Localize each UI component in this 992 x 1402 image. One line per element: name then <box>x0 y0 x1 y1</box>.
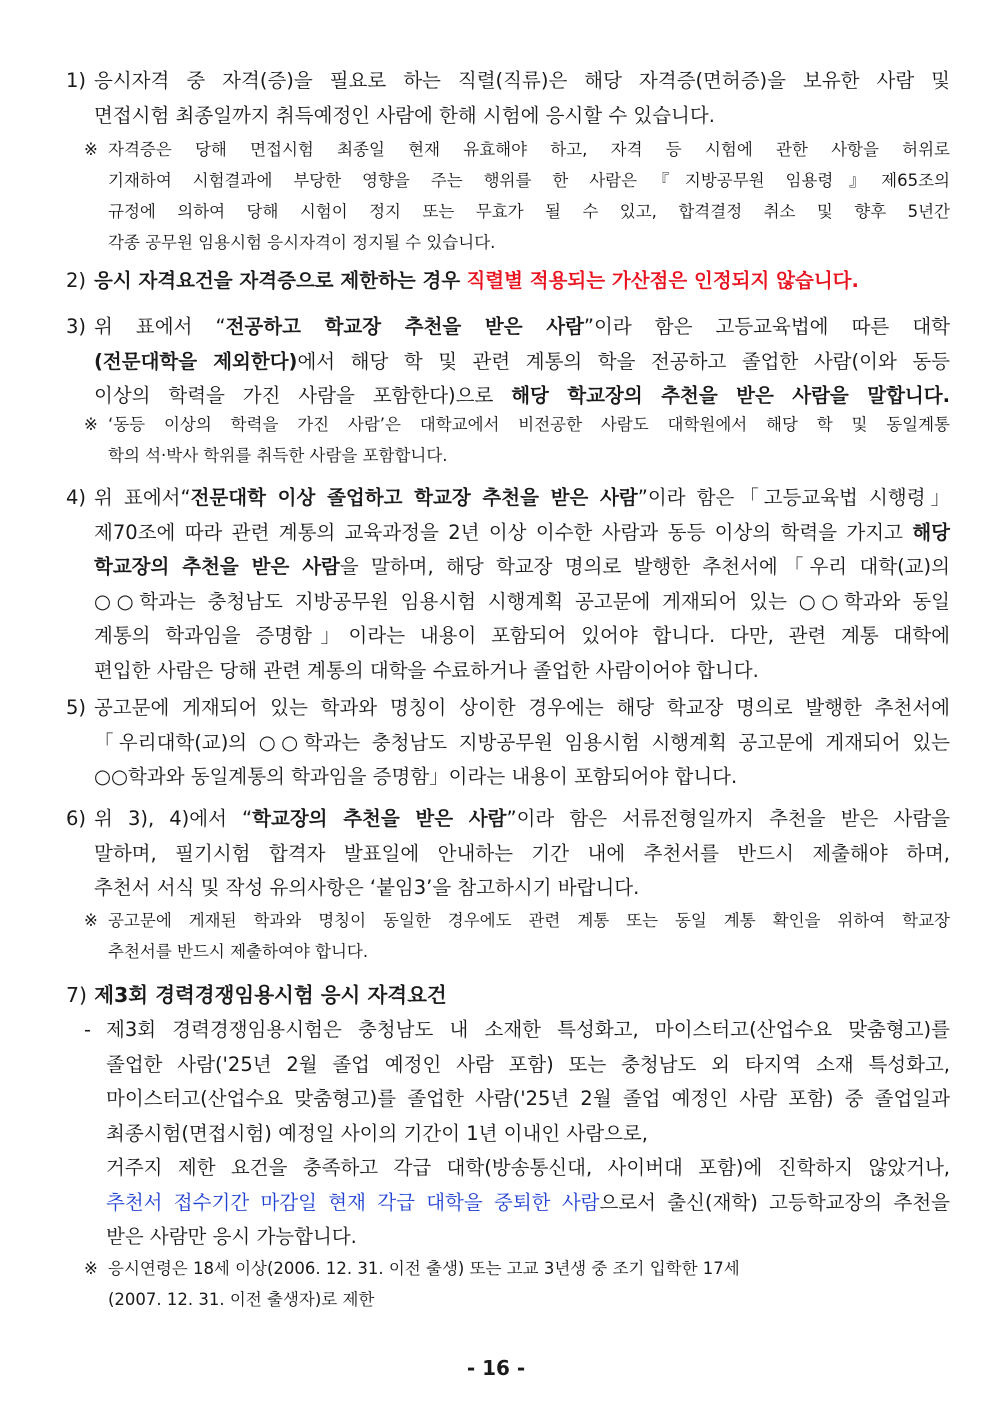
note-3-line: ‘동등 이상의 학력을 가진 사람’은 대학교에서 비전공한 사람도 대학원에서 해당 학 및 동일계통 <box>108 415 950 434</box>
note-6-line: 추천서를 반드시 제출하여야 합니다. <box>108 942 369 961</box>
item-5-line: ○○학과와 동일계통의 학과임을 증명함」이라는 내용이 포함되어야 합니다. <box>94 765 738 788</box>
note-7-line: (2007. 12. 31. 이전 출생자)로 제한 <box>108 1290 375 1309</box>
item-2-bold-text: 응시 자격요건을 자격증으로 제한하는 경우 <box>94 269 461 292</box>
section-title: 제3회 경력경쟁임용시험 응시 자격요건 <box>94 983 447 1007</box>
item-7-line: 받은 사람만 응시 가능합니다. <box>106 1225 357 1248</box>
item-7-heading <box>66 978 447 1008</box>
note-3-line: 학의 석·박사 학위를 취득한 사람을 포함합니다. <box>108 446 448 465</box>
item-4-line: 편입한 사람은 당해 관련 계통의 대학을 수료하거나 졸업한 사람이어야 합니다. <box>94 658 759 682</box>
item-7-blue-text: 추천서 접수기간 마감일 현재 각급 대학을 중퇴한 사람 <box>106 1190 600 1214</box>
item-1-line: 면접시험 최종일까지 취득예정인 사람에 한해 시험에 응시할 수 있습니다. <box>94 103 715 127</box>
dash-mark: - <box>84 1018 92 1041</box>
item-4-bold-text: 학교장의 추천을 받은 사람 <box>94 555 340 578</box>
item-number: 3) <box>66 315 87 338</box>
item-number: 7) <box>66 983 88 1007</box>
item-4-line: ○○학과는 충청남도 지방공무원 임용시험 시행계획 공고문에 게재되어 있는 ○○학과와 동일 <box>94 589 950 613</box>
item-6-line: 추천서 서식 및 작성 유의사항은 ‘붙임3’을 참고하시기 바랍니다. <box>94 876 640 899</box>
item-7-line: 제3회 경력경쟁임용시험은 충청남도 내 소재한 특성화고, 마이스터고(산업수요 맞춤형고)를 <box>106 1018 950 1041</box>
item-4-bold-text: 해당 <box>912 520 950 544</box>
note-1-line: 규정에 의하여 당해 시험이 정지 또는 무효가 될 수 있고, 합격결정 취소 및 향후 5년간 <box>108 202 950 221</box>
note-7-line: 응시연령은 18세 이상(2006. 12. 31. 이전 출생) 또는 고교 3년생 중 조기 입학한 17세 <box>108 1259 740 1278</box>
item-7-line: 최종시험(면접시험) 예정일 사이의 기간이 1년 이내인 사람으로, <box>106 1121 648 1145</box>
item-6-line: 말하며, 필기시험 합격자 발표일에 안내하는 기간 내에 추천서를 반드시 제출해야 하며, <box>94 841 950 865</box>
item-7-line: 마이스터고(산업수요 맞춤형고)를 졸업한 사람('25년 2월 졸업 예정인 사람 포함) 중 졸업일과 <box>106 1087 950 1110</box>
note-mark: ※ <box>84 140 98 159</box>
item-1-line: 응시자격 중 자격(증)을 필요로 하는 직렬(직류)은 해당 자격증(면허증)을 보유한 사람 및 <box>94 69 950 92</box>
note-6 <box>84 905 950 967</box>
item-7-line: 거주지 제한 요건을 충족하고 각급 대학(방송통신대, 사이버대 포함)에 진학하지 않았거나, <box>106 1156 950 1179</box>
item-number: 5) <box>66 696 87 719</box>
item-6-bold-text: 학교장의 추천을 받은 사람 <box>252 807 507 830</box>
item-number: 6) <box>66 807 87 830</box>
item-3-bold-text: (전문대학을 제외한다) <box>94 349 298 373</box>
item-4-line: 계통의 학과임을 증명함」이라는 내용이 포함되어 있어야 합니다. 다만, 관련 계통 대학에 <box>94 624 950 647</box>
item-5-line: 공고문에 게재되어 있는 학과와 명칭이 상이한 경우에는 해당 학교장 명의로 발행한 추천서에 <box>94 696 950 719</box>
note-mark: ※ <box>84 415 98 434</box>
item-number: 4) <box>66 486 87 509</box>
item-number: 2) <box>66 269 87 292</box>
item-7-body: - 제3회 경력경쟁임용시험은 충청남도 내 소재한 특성화고, 마이스터고(산업수요 맞춤형고)를 졸업한 사람('25년 2월 졸업 예정인 사람 포함) 또는 충청남도 외 타지역 소재 특성화고, 마이스터고(산업수요 맞춤형고)를 졸업한 사람('25년 2월 졸업 예정인 사람 포함) 중 졸업일과 최종시험(면접시험) 예정일 사이의 기간이 1년 이내인 사람으로, 거주지 제한 요건을 충족하고 각급 대학(방송통신대, 사이버대 포함)에 진학하지 않았거나, 추천서 접수기간 마감일 현재 각급 대학을 중퇴한 사람으로서 출신(재학) 고등학교장의 추천을 받은 사람만 응시 가능합니다. <box>84 1013 950 1255</box>
note-7 <box>84 1253 950 1315</box>
item-3-bold-text: 전공하고 학교장 추천을 받은 사람 <box>225 315 584 338</box>
item-number: 1) <box>66 69 87 92</box>
note-mark: ※ <box>84 911 98 930</box>
item-6: 6) 위 3), 4)에서 “학교장의 추천을 받은 사람”이라 함은 서류전형일까지 추천을 받은 사람을 말하며, 필기시험 합격자 발표일에 안내하는 기간 내에 추천서를 반드시 제출해야 하며, 추천서 서식 및 작성 유의사항은 ‘붙임3’을 참고하시기 바랍니다. <box>66 802 950 906</box>
note-mark: ※ <box>84 1259 98 1278</box>
item-1 <box>66 64 950 133</box>
note-1-line: 각종 공무원 임용시험 응시자격이 정지될 수 있습니다. <box>108 233 496 252</box>
page-number: - 16 - <box>466 1356 526 1380</box>
item-2-red-text: 직렬별 적용되는 가산점은 인정되지 않습니다. <box>466 269 859 292</box>
item-5 <box>66 691 950 795</box>
note-1 <box>84 134 950 258</box>
note-6-line: 공고문에 게재된 학과와 명칭이 동일한 경우에도 관련 계통 또는 동일 계통 확인을 위하여 학교장 <box>108 911 950 930</box>
item-3-bold-text: 해당 학교장의 추천을 받은 사람을 말합니다. <box>511 384 950 407</box>
item-2 <box>66 264 950 299</box>
note-1-line: 기재하여 시험결과에 부당한 영향을 주는 행위를 한 사람은『지방공무원 임용령』제65조의 <box>108 171 950 190</box>
item-4: 4) 위 표에서“전문대학 이상 졸업하고 학교장 추천을 받은 사람”이라 함은「고등교육법 시행령」 제70조에 따라 관련 계통의 교육과정을 2년 이상 이수한 사람과 동등 이상의 학력을 가지고 해당 학교장의 추천을 받은 사람을 말하며, 해당 학교장 명의로 발행한 추천서에「우리 대학(교)의 ○○학과는 충청남도 지방공무원 임용시험 시행계획 공고문에 게재되어 있는 ○○학과와 동일 계통의 학과임을 증명함」이라는 내용이 포함되어 있어야 합니다. 다만, 관련 계통 대학에 편입한 사람은 당해 관련 계통의 대학을 수료하거나 졸업한 사람이어야 합니다. <box>66 481 950 688</box>
item-3: 3) 위 표에서 “전공하고 학교장 추천을 받은 사람”이라 함은 고등교육법에 따른 대학 (전문대학을 제외한다)에서 해당 학 및 관련 계통의 학을 전공하고 졸업한 사람(이와 동등 이상의 학력을 가진 사람을 포함한다)으로 해당 학교장의 추천을 받은 사람을 말합니다. <box>66 310 950 414</box>
item-5-line: 「우리대학(교)의 ○○학과는 충청남도 지방공무원 임용시험 시행계획 공고문에 게재되어 있는 <box>94 730 950 754</box>
note-1-line: 자격증은 당해 면접시험 최종일 현재 유효해야 하고, 자격 등 시험에 관한 사항을 허위로 <box>108 140 950 159</box>
item-4-bold-text: 전문대학 이상 졸업하고 학교장 추천을 받은 사람 <box>190 486 638 509</box>
note-3 <box>84 409 950 471</box>
item-7-line: 졸업한 사람('25년 2월 졸업 예정인 사람 포함) 또는 충청남도 외 타지역 소재 특성화고, <box>106 1052 950 1076</box>
